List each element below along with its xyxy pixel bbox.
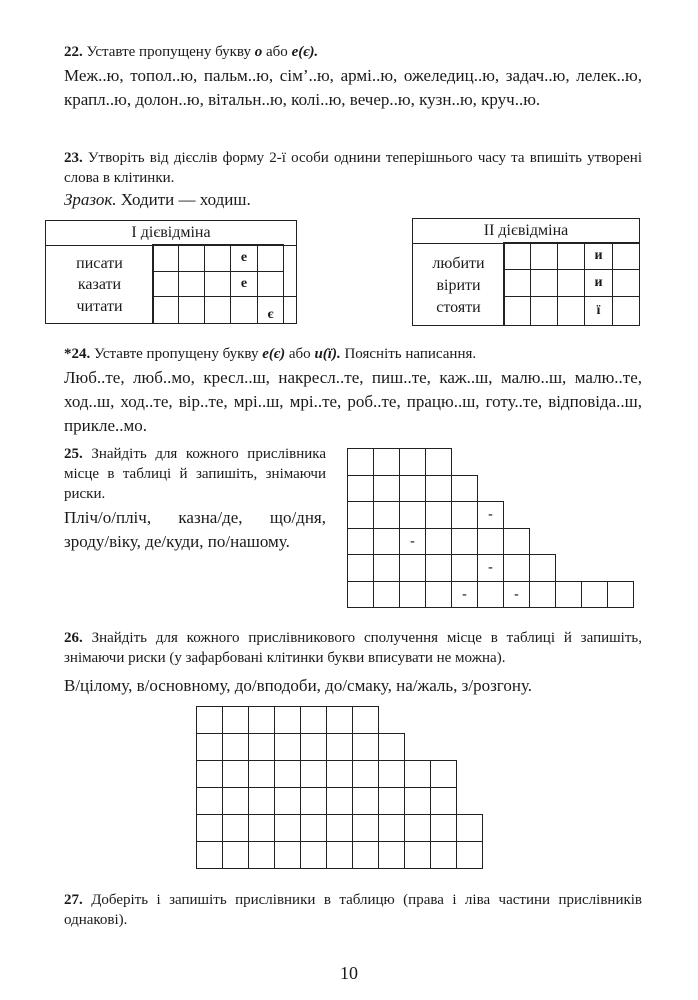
letter-cell[interactable] [152,296,179,324]
letter-cell[interactable]: є [257,296,284,324]
crossword-cell[interactable] [274,841,301,869]
crossword-cell[interactable] [274,760,301,788]
task-26-text: В/цілому, в/основному, до/вподоби, до/смаку, на/жаль, з/розгону. [64,676,532,695]
crossword-cell[interactable] [326,841,353,869]
task-instruction: Уставте пропущену букву [86,44,252,60]
letter-cell[interactable] [612,269,640,297]
task-instruction: Утворіть від дієслів форму 2-ї особи однини теперішнього часу та впишіть утворені слова в клітинки. [64,150,643,186]
letter-cell[interactable] [612,296,640,326]
letter-cell[interactable] [152,271,179,297]
crossword-cell[interactable] [503,554,530,582]
crossword-cell[interactable] [451,501,478,529]
crossword-cell[interactable] [451,554,478,582]
crossword-cell[interactable] [430,814,457,842]
crossword-cell[interactable] [326,787,353,815]
crossword-cell[interactable] [399,448,426,476]
task-number: 22. [64,44,83,60]
crossword-cell[interactable] [399,501,426,529]
crossword-cell[interactable] [300,706,327,734]
letter-cell[interactable] [530,296,558,326]
crossword-cell[interactable] [300,814,327,842]
letter-cell-edge [283,296,297,324]
letter-cell[interactable]: ї [584,296,613,326]
letter-option: е(є) [262,346,286,362]
crossword-cell[interactable] [347,475,374,503]
letter-cell[interactable]: е [230,271,258,297]
letter-cell[interactable] [230,296,258,324]
crossword-cell[interactable] [222,760,249,788]
task-25-heading [64,444,326,504]
crossword-cell[interactable] [378,787,405,815]
letter-cell[interactable] [178,296,205,324]
task-instruction: Знайдіть для кожного прислівника місце в таблиці й запишіть, знімаючи риски. [64,446,327,502]
crossword-cell[interactable] [326,733,353,761]
conjunction: або [266,44,288,60]
crossword-cell[interactable] [248,760,275,788]
crossword-cell[interactable] [196,841,223,869]
task-27-heading [64,890,642,930]
crossword-cell[interactable] [399,581,426,609]
crossword-cell[interactable] [274,787,301,815]
letter-cell[interactable] [557,296,585,326]
crossword-cell[interactable]: - [477,501,504,529]
crossword-cell[interactable] [581,581,608,609]
crossword-cell[interactable] [222,787,249,815]
crossword-cell[interactable] [404,760,431,788]
letter-cell[interactable]: и [584,269,613,297]
crossword-cell[interactable] [352,787,379,815]
crossword-cell[interactable] [196,733,223,761]
letter-cell[interactable] [530,269,558,297]
letter-option: о [254,44,263,60]
crossword-cell[interactable] [326,706,353,734]
crossword-cell[interactable] [378,814,405,842]
crossword-cell[interactable] [477,528,504,556]
task-number: 25. [64,446,83,462]
verb: любити [432,255,485,272]
crossword-cell[interactable] [196,787,223,815]
crossword-cell[interactable] [347,554,374,582]
crossword-cell[interactable] [352,814,379,842]
letter-cell[interactable] [204,244,231,272]
crossword-cell[interactable] [378,760,405,788]
crossword-cell[interactable] [222,841,249,869]
crossword-cell[interactable] [300,787,327,815]
crossword-cell[interactable] [503,528,530,556]
crossword-cell[interactable] [222,814,249,842]
verb: стояти [436,299,481,316]
crossword-cell[interactable] [425,581,452,609]
crossword-cell[interactable] [399,554,426,582]
task-number: *24. [64,346,91,362]
crossword-cell[interactable] [430,787,457,815]
crossword-cell[interactable]: - [503,581,530,609]
task-instruction: Знайдіть для кожного прислівникового сполучення місце в таблиці й запишіть, знімаючи риски (у зафарбовані клітинки букви вписувати не можна). [64,630,642,666]
letter-cell[interactable] [204,271,231,297]
example-text: Ходити — ходиш. [120,190,251,209]
crossword-cell[interactable] [430,760,457,788]
crossword-cell[interactable] [274,706,301,734]
verb: казати [77,276,122,293]
task-22-heading [64,42,644,62]
crossword-cell[interactable] [300,841,327,869]
crossword-cell[interactable] [529,581,556,609]
letter-cell[interactable] [530,242,558,270]
crossword-cell[interactable] [373,581,400,609]
task-number: 26. [64,630,83,646]
table-title: І дієвідміна [46,221,296,246]
task-number: 27. [64,892,83,908]
task-24-heading [64,344,644,364]
verb: читати [76,298,123,315]
verb: писати [76,255,123,272]
crossword-cell[interactable]: - [477,554,504,582]
crossword-cell[interactable] [425,448,452,476]
crossword-cell[interactable] [451,528,478,556]
table-title: ІІ дієвідміна [413,219,639,244]
task-25-text: Пліч/о/пліч, казна/де, що/дня, зроду/віку, де/куди, по/нашому. [64,508,326,551]
crossword-cell[interactable] [404,814,431,842]
task-instruction: Доберіть і запишіть прислівники в таблицю (права і ліва частини прислівників однакові). [64,892,643,928]
letter-cell[interactable] [612,242,640,270]
letter-cell[interactable] [257,271,284,297]
letter-cell[interactable] [257,244,284,272]
conjunction: або [288,346,311,362]
crossword-cell[interactable] [477,581,504,609]
crossword-cell[interactable] [425,501,452,529]
crossword-cell[interactable] [248,841,275,869]
letter-cell[interactable] [503,296,531,326]
crossword-cell[interactable] [274,814,301,842]
crossword-cell[interactable] [352,733,379,761]
crossword-cell[interactable] [425,528,452,556]
crossword-cell[interactable] [352,760,379,788]
task-26-heading [64,628,642,668]
crossword-cell[interactable] [425,554,452,582]
crossword-cell[interactable] [326,760,353,788]
crossword-cell[interactable] [300,733,327,761]
crossword-cell[interactable] [373,448,400,476]
crossword-cell[interactable] [326,814,353,842]
letter-cell[interactable] [557,242,585,270]
letter-cell[interactable] [178,271,205,297]
task-24-text: Люб..те, люб..мо, кресл..ш, накресл..те, пиш..те, каж..ш, малю..ш, малю..те, ход..ш, ход..те, вір..те, мрі..ш, мрі..те, роб..те, працю..ш, готу..те, відповіда..ш, прикле..мо. [64,368,642,435]
crossword-cell[interactable] [248,814,275,842]
crossword-cell[interactable] [347,528,374,556]
verb: вірити [436,277,481,294]
letter-cell[interactable] [557,269,585,297]
crossword-cell[interactable]: - [451,581,478,609]
crossword-cell[interactable] [425,475,452,503]
letter-cell[interactable]: и [584,242,613,270]
letter-option: е(є). [291,44,319,60]
example-label: Зразок. [64,190,117,209]
letter-option: и(ї). [314,346,341,362]
crossword-cell[interactable] [451,475,478,503]
crossword-cell[interactable] [300,760,327,788]
crossword-cell[interactable] [347,448,374,476]
crossword-cell[interactable] [373,501,400,529]
crossword-cell[interactable] [222,706,249,734]
crossword-cell[interactable] [347,501,374,529]
task-instruction-rest: Поясніть написання. [344,346,477,362]
crossword-cell[interactable] [430,841,457,869]
crossword-cell[interactable] [248,733,275,761]
letter-cell[interactable]: е [230,244,258,272]
crossword-cell[interactable] [607,581,634,609]
crossword-cell[interactable] [373,475,400,503]
crossword-cell[interactable]: - [399,528,426,556]
letter-cell[interactable] [503,242,531,270]
crossword-cell[interactable] [248,787,275,815]
task-instruction: Уставте пропущену букву [94,346,259,362]
crossword-cell[interactable] [274,733,301,761]
letter-cell[interactable] [152,244,179,272]
task-number: 23. [64,150,83,166]
crossword-cell[interactable] [352,706,379,734]
crossword-cell[interactable] [352,841,379,869]
task-23-example [64,188,251,212]
crossword-cell[interactable] [399,475,426,503]
crossword-cell[interactable] [456,841,483,869]
crossword-cell[interactable] [555,581,582,609]
task-23-heading [64,148,642,188]
letter-cell[interactable] [204,296,231,324]
crossword-cell[interactable] [529,554,556,582]
crossword-cell[interactable] [196,706,223,734]
crossword-cell[interactable] [373,528,400,556]
crossword-cell[interactable] [248,706,275,734]
crossword-cell[interactable] [404,841,431,869]
crossword-cell[interactable] [404,787,431,815]
crossword-cell[interactable] [222,733,249,761]
crossword-cell[interactable] [378,841,405,869]
task-22-text: Меж..ю, топол..ю, пальм..ю, сім’..ю, армі..ю, ожеледиц..ю, задач..ю, лелек..ю, крапл..ю, долон..ю, вітальн..ю, колі..ю, вечер..ю, кузн..ю, круч..ю. [64,66,642,109]
crossword-cell[interactable] [196,814,223,842]
letter-cell[interactable] [178,244,205,272]
crossword-cell[interactable] [456,814,483,842]
page-number: 10 [340,963,358,983]
crossword-cell[interactable] [347,581,374,609]
crossword-cell[interactable] [196,760,223,788]
crossword-cell[interactable] [378,733,405,761]
crossword-cell[interactable] [373,554,400,582]
letter-cell[interactable] [503,269,531,297]
